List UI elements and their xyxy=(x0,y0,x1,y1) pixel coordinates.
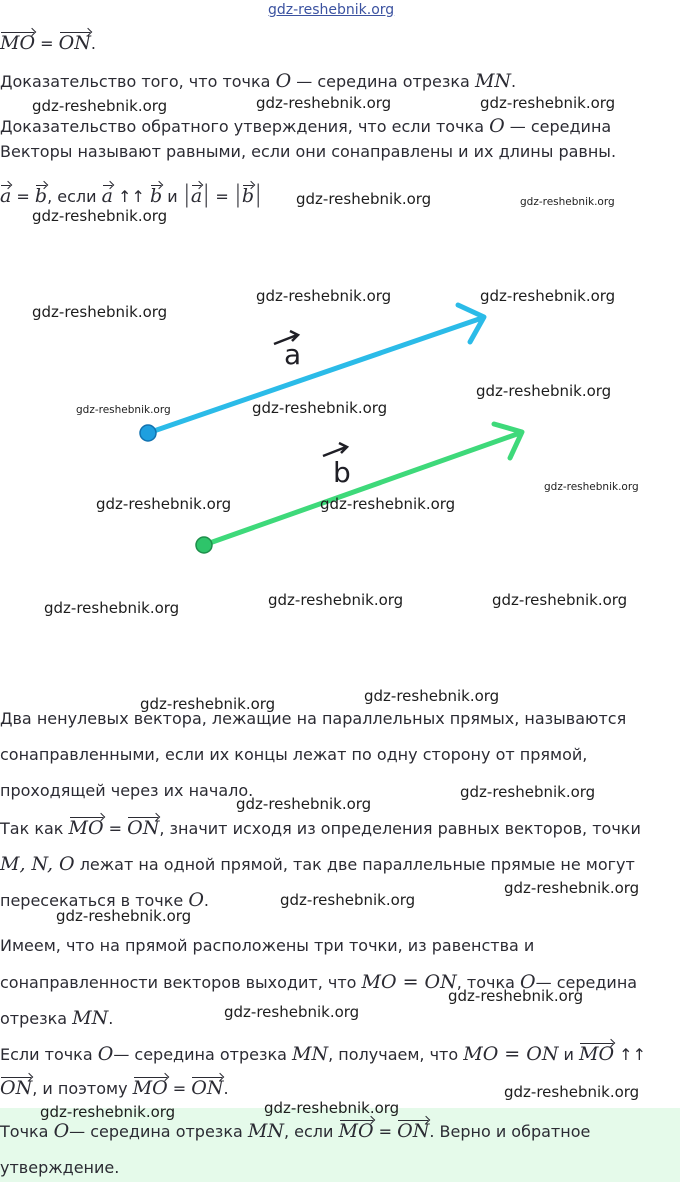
text-collinear-points: M, N, O лежат на одной прямой, так две параллельные прямые не могут xyxy=(0,853,635,875)
vector-a-start-point xyxy=(140,425,156,441)
watermark: gdz-reshebnik.org xyxy=(252,399,388,417)
label-a xyxy=(274,331,301,371)
text-codirected-3: проходящей через их начало. xyxy=(0,781,254,800)
text-three-points: Имеем, что на прямой расположены три точки, из равенства и xyxy=(0,936,535,955)
watermark: gdz-reshebnik.org xyxy=(256,287,392,305)
text-midpoint-result: сонаправленности векторов выходит, что MO = ON, точка O— середина xyxy=(0,971,638,993)
watermark: gdz-reshebnik.org xyxy=(268,2,395,18)
watermark: gdz-reshebnik.org xyxy=(504,879,640,897)
text-segment-mn: отрезка MN. xyxy=(0,1007,114,1029)
watermark: gdz-reshebnik.org xyxy=(544,481,639,493)
text-converse-2: ON, и поэтому MO = ON. xyxy=(0,1077,229,1099)
watermark: gdz-reshebnik.org xyxy=(76,404,171,416)
heading-proof-midpoint: Доказательство того, что точка O — середина отрезка MN. xyxy=(0,70,517,92)
vector-b-start-point xyxy=(196,537,212,553)
watermark: gdz-reshebnik.org xyxy=(40,1103,176,1121)
line-mo-eq-on: MO = ON. xyxy=(0,32,96,54)
label-b xyxy=(323,443,351,489)
svg-text:b: b xyxy=(333,456,351,489)
watermark: gdz-reshebnik.org xyxy=(448,987,584,1005)
watermark: gdz-reshebnik.org xyxy=(236,795,372,813)
watermark: gdz-reshebnik.org xyxy=(296,190,432,208)
watermark: gdz-reshebnik.org xyxy=(256,94,392,112)
watermark: gdz-reshebnik.org xyxy=(460,783,596,801)
formula-equal-vectors: a = b, если a ↑↑ b и |a| = |b| xyxy=(0,180,263,208)
watermark: gdz-reshebnik.org xyxy=(268,591,404,609)
conclusion-line-2: утверждение. xyxy=(0,1158,120,1177)
watermark: gdz-reshebnik.org xyxy=(364,687,500,705)
definition-equal-vectors: Векторы называют равными, если они сонаправлены и их длины равны. xyxy=(0,142,617,161)
watermark: gdz-reshebnik.org xyxy=(32,303,168,321)
watermark: gdz-reshebnik.org xyxy=(320,495,456,513)
text-codirected-2: сонаправленными, если их концы лежат по одну сторону от прямой, xyxy=(0,745,588,764)
vector-a xyxy=(140,305,484,441)
watermark: gdz-reshebnik.org xyxy=(56,907,192,925)
watermark: gdz-reshebnik.org xyxy=(480,94,616,112)
watermark: gdz-reshebnik.org xyxy=(32,97,168,115)
watermark: gdz-reshebnik.org xyxy=(44,599,180,617)
watermark: gdz-reshebnik.org xyxy=(480,287,616,305)
text-since-line: Так как MO = ON, значит исходя из определения равных векторов, точки xyxy=(0,817,641,839)
text-converse-1: Если точка O— середина отрезка MN, получаем, что MO = ON и MO ↑↑ xyxy=(0,1043,646,1065)
svg-text:a: a xyxy=(284,338,302,371)
watermark: gdz-reshebnik.org xyxy=(224,1003,360,1021)
conclusion-line-1: Точка O— середина отрезка MN, если MO = ON. Верно и обратное xyxy=(0,1120,591,1142)
vector-b xyxy=(196,424,522,553)
watermark: gdz-reshebnik.org xyxy=(476,382,612,400)
watermark: gdz-reshebnik.org xyxy=(504,1083,640,1101)
watermark: gdz-reshebnik.org xyxy=(140,695,276,713)
text-intersect: пересекаться в точке O. xyxy=(0,889,210,911)
watermark: gdz-reshebnik.org xyxy=(492,591,628,609)
text-codirected-1: Два ненулевых вектора, лежащие на параллельных прямых, называются xyxy=(0,709,627,728)
watermark: gdz-reshebnik.org xyxy=(32,207,168,225)
watermark: gdz-reshebnik.org xyxy=(264,1099,400,1117)
watermark: gdz-reshebnik.org xyxy=(520,196,615,208)
heading-proof-converse: Доказательство обратного утверждения, что если точка O — середина xyxy=(0,115,612,137)
watermark: gdz-reshebnik.org xyxy=(280,891,416,909)
watermark: gdz-reshebnik.org xyxy=(96,495,232,513)
